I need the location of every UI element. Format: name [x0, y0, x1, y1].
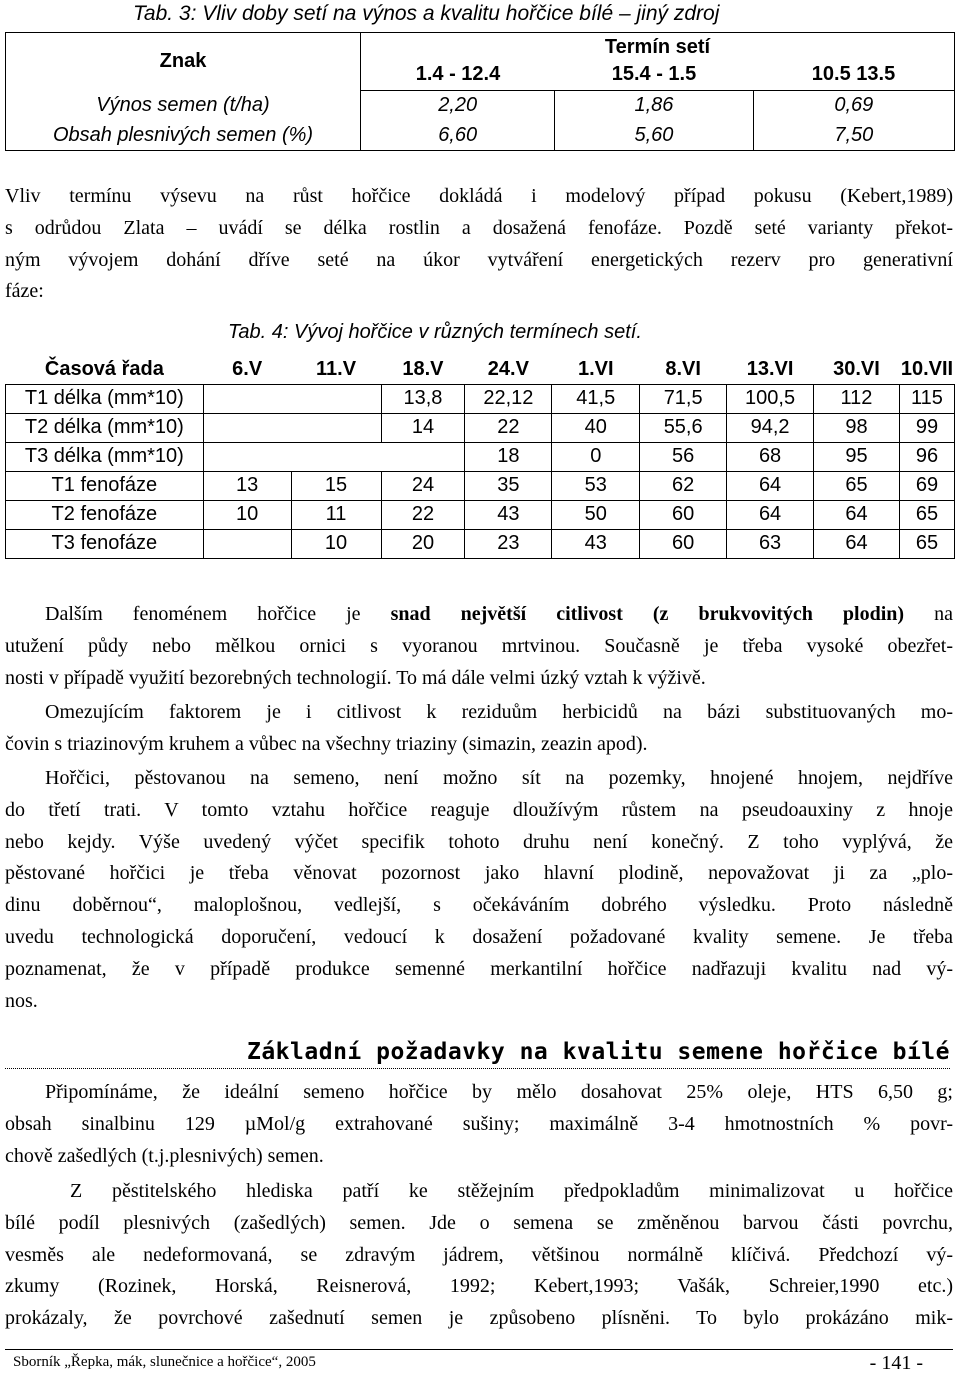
table4-cell: 40	[552, 413, 640, 442]
table4-cell: 95	[814, 442, 900, 471]
table3-group-header: Termín setí	[604, 36, 711, 58]
text-line: Z pěstitelského hlediska patří ke stěžejním předpokladům minimalizovat u hořčice	[70, 1180, 953, 1202]
table4-row-label: T2 fenofáze	[6, 500, 204, 529]
paragraph-mouldy-seeds	[5, 1176, 953, 1335]
table3-cell: 0,69	[753, 91, 954, 121]
text-line: utužení půdy nebo mělkou ornici s vyoranou mrtvinou. Současně je třeba vysoké obezřet-	[5, 634, 953, 657]
table4	[5, 356, 955, 559]
paragraph-herbicides	[5, 697, 953, 761]
table4-cell: 43	[465, 500, 552, 529]
table-row	[6, 529, 955, 558]
table4-row-label: T1 délka (mm*10)	[6, 384, 204, 413]
text-line: nos.	[5, 989, 38, 1012]
table4-cell: 60	[640, 529, 727, 558]
section-heading: Základní požadavky na kvalitu semene hořčice bílé	[5, 1039, 950, 1069]
table4-cell: 96	[899, 442, 954, 471]
table-row	[6, 121, 955, 151]
table4-row-label: T3 délka (mm*10)	[6, 442, 204, 471]
page-number: - 141 -	[869, 1352, 923, 1374]
table4-cell: 41,5	[552, 384, 640, 413]
table4-cell: 50	[552, 500, 640, 529]
table4-cell: 65	[899, 529, 954, 558]
table4-cell: 99	[899, 413, 954, 442]
table4-cell: 22	[465, 413, 552, 442]
table3-cell: 7,50	[753, 121, 954, 151]
table4-cell: 94,2	[727, 413, 814, 442]
table4-row-label: T3 fenofáze	[6, 529, 204, 558]
table3-col-header: Znak	[6, 33, 361, 91]
table4-cell: 64	[814, 500, 900, 529]
table4-header-cell: 18.V	[381, 356, 465, 384]
table3-term: 10.5 13.5	[811, 63, 896, 85]
text-line: pěstované hořčici je třeba věnovat pozornost jako hlavní plodině, nepovažovat ji za „plo-	[5, 862, 953, 885]
table4-cell	[291, 384, 381, 413]
table4-cell: 65	[899, 500, 954, 529]
table4-cell: 43	[552, 529, 640, 558]
table3-row-label: Výnos semen (t/ha)	[6, 91, 361, 121]
table4-header-cell: 30.VI	[814, 356, 900, 384]
table4-cell	[203, 529, 291, 558]
table4-header-row	[6, 356, 955, 384]
text-line: prokázaly, že povrchové zašednutí semen je způsobeno plísněni. To bylo prokázáno mik-	[5, 1307, 953, 1330]
table4-cell: 64	[727, 500, 814, 529]
table-row	[6, 91, 955, 121]
table4-cell: 64	[814, 529, 900, 558]
table4-cell	[291, 442, 381, 471]
table-row	[6, 471, 955, 500]
table4-cell: 0	[552, 442, 640, 471]
text-run: na	[904, 603, 953, 625]
text-line: Připomínáme, že ideální semeno hořčice by mělo dosahovat 25% oleje, HTS 6,50 g;	[45, 1081, 953, 1103]
table4-cell: 71,5	[640, 384, 727, 413]
table4-header-cell: 6.V	[203, 356, 291, 384]
footer-source: Sborník „Řepka, mák, slunečnice a hořčice“, 2005	[13, 1354, 316, 1370]
text-line	[5, 599, 953, 631]
page-footer	[5, 1349, 953, 1374]
table4-cell	[203, 384, 291, 413]
text-line: čovin s triazinovým kruhem a vůbec na všechny triaziny (simazin, zeazin apod).	[5, 732, 648, 755]
table4-cell: 65	[814, 471, 900, 500]
text-line: s odrůdou Zlata – uvádí se délka rostlin a dosažená fenofáze. Pozdě seté varianty překot-	[5, 216, 953, 239]
text-line: uvedu technologická doporučení, vedoucí k dosažení požadované kvality semene. Je třeba	[5, 925, 953, 948]
table4-cell: 115	[899, 384, 954, 413]
table4-cell: 98	[814, 413, 900, 442]
table3-caption: Tab. 3: Vliv doby setí na výnos a kvalitu hořčice bílé – jiný zdroj	[133, 2, 720, 25]
table4-caption: Tab. 4: Vývoj hořčice v různých termínech setí.	[228, 321, 642, 343]
table4-header-cell: 1.VI	[552, 356, 640, 384]
paragraph-sensitivity	[5, 599, 953, 694]
table4-cell: 14	[381, 413, 465, 442]
table4-cell: 100,5	[727, 384, 814, 413]
table4-cell: 62	[640, 471, 727, 500]
table4-cell: 20	[381, 529, 465, 558]
table4-cell	[381, 442, 465, 471]
table4-cell	[203, 442, 291, 471]
paragraph-growth-model	[5, 181, 953, 308]
paragraph-ideal-seed	[5, 1077, 953, 1172]
text-line: bílé podíl plesnivých (zašedlých) semen. Jde o semena se změněnou barvou části povrchu,	[5, 1211, 953, 1234]
table4-header-cell: 8.VI	[640, 356, 727, 384]
table-row	[6, 442, 955, 471]
table4-cell: 22,12	[465, 384, 552, 413]
table3-group-cell	[361, 33, 955, 91]
table4-row-label: T1 fenofáze	[6, 471, 204, 500]
table4-cell: 64	[727, 471, 814, 500]
table3-term: 1.4 - 12.4	[415, 63, 501, 85]
table3-header-row	[6, 33, 955, 91]
table3	[5, 32, 955, 151]
table-row	[6, 384, 955, 413]
table4-cell: 53	[552, 471, 640, 500]
text-run: Dalším fenoménem hořčice je	[45, 603, 391, 625]
table4-cell: 13	[203, 471, 291, 500]
table4-header-cell: 13.VI	[727, 356, 814, 384]
text-line: vesměs ale nedeformovaná, se zdravým jádrem, většinou normálně klíčivá. Předchozí vý-	[5, 1243, 953, 1266]
text-line: chově zašedlých (t.j.plesnivých) semen.	[5, 1144, 324, 1167]
text-line: Hořčici, pěstovanou na semeno, není možno sít na pozemky, hnojené hnojem, nejdříve	[45, 767, 953, 789]
emphasis-text: snad největší citlivost (z brukvovitých plodin)	[390, 603, 905, 625]
table3-term: 15.4 - 1.5	[611, 63, 697, 85]
text-line: ným vývojem dohání dříve seté na úkor vytváření energetických rezerv pro generativní	[5, 248, 953, 271]
table4-cell: 56	[640, 442, 727, 471]
text-line: do třetí trati. V tomto vztahu hořčice reaguje dloužívým růstem na pseudoauxiny z hnoje	[5, 798, 953, 821]
table4-cell: 11	[291, 500, 381, 529]
table3-cell: 2,20	[361, 91, 555, 121]
table4-cell	[203, 413, 291, 442]
table4-cell	[291, 413, 381, 442]
text-line: obsah sinalbinu 129 µMol/g extrahované sušiny; maximálně 3-4 hmotnostních % povr-	[5, 1112, 953, 1135]
table4-cell: 18	[465, 442, 552, 471]
table3-cell: 6,60	[361, 121, 555, 151]
text-line: nosti v případě využití bezorebných technologií. To má dále velmi úzký vztah k výživě.	[5, 666, 706, 689]
table4-cell: 69	[899, 471, 954, 500]
table4-cell: 22	[381, 500, 465, 529]
text-line: zkumy (Rozinek, Horská, Reisnerová, 1992; Kebert,1993; Vašák, Schreier,1990 etc.)	[5, 1275, 953, 1298]
table4-cell: 68	[727, 442, 814, 471]
text-line: Omezujícím faktorem je i citlivost k reziduům herbicidů na bázi substituovaných mo-	[45, 701, 953, 723]
table4-header-cell: Časová řada	[6, 356, 204, 384]
table4-header-cell: 11.V	[291, 356, 381, 384]
table4-cell: 112	[814, 384, 900, 413]
table4-cell: 15	[291, 471, 381, 500]
text-line: nebo kejdy. Výše uvedený výčet specifik tohoto druhu není konečný. Z toho vyplývá, že	[5, 830, 953, 853]
table-row	[6, 413, 955, 442]
paragraph-cultivation	[5, 763, 953, 1017]
table4-header-cell: 10.VII	[899, 356, 954, 384]
table4-cell: 35	[465, 471, 552, 500]
text-line: poznamenat, že v případě produkce semenné merkantilní hořčice nadřazuji kvalitu nad vý-	[5, 957, 953, 980]
text-line: Vliv termínu výsevu na růst hořčice dokládá i modelový případ pokusu (Kebert,1989)	[5, 185, 953, 207]
table4-header-cell: 24.V	[465, 356, 552, 384]
table-row	[6, 500, 955, 529]
table4-row-label: T2 délka (mm*10)	[6, 413, 204, 442]
table3-row-label: Obsah plesnivých semen (%)	[6, 121, 361, 151]
table4-cell: 23	[465, 529, 552, 558]
table4-cell: 24	[381, 471, 465, 500]
table3-cell: 5,60	[555, 121, 753, 151]
table4-cell: 60	[640, 500, 727, 529]
table4-cell: 13,8	[381, 384, 465, 413]
table4-cell: 55,6	[640, 413, 727, 442]
table4-cell: 63	[727, 529, 814, 558]
table4-cell: 10	[291, 529, 381, 558]
table4-cell: 10	[203, 500, 291, 529]
table3-cell: 1,86	[555, 91, 753, 121]
text-line: fáze:	[5, 280, 44, 303]
text-line: dinu doběrnou“, maloplošnou, vedlejší, s očekáváním dobrého výsledku. Proto následně	[5, 894, 953, 917]
